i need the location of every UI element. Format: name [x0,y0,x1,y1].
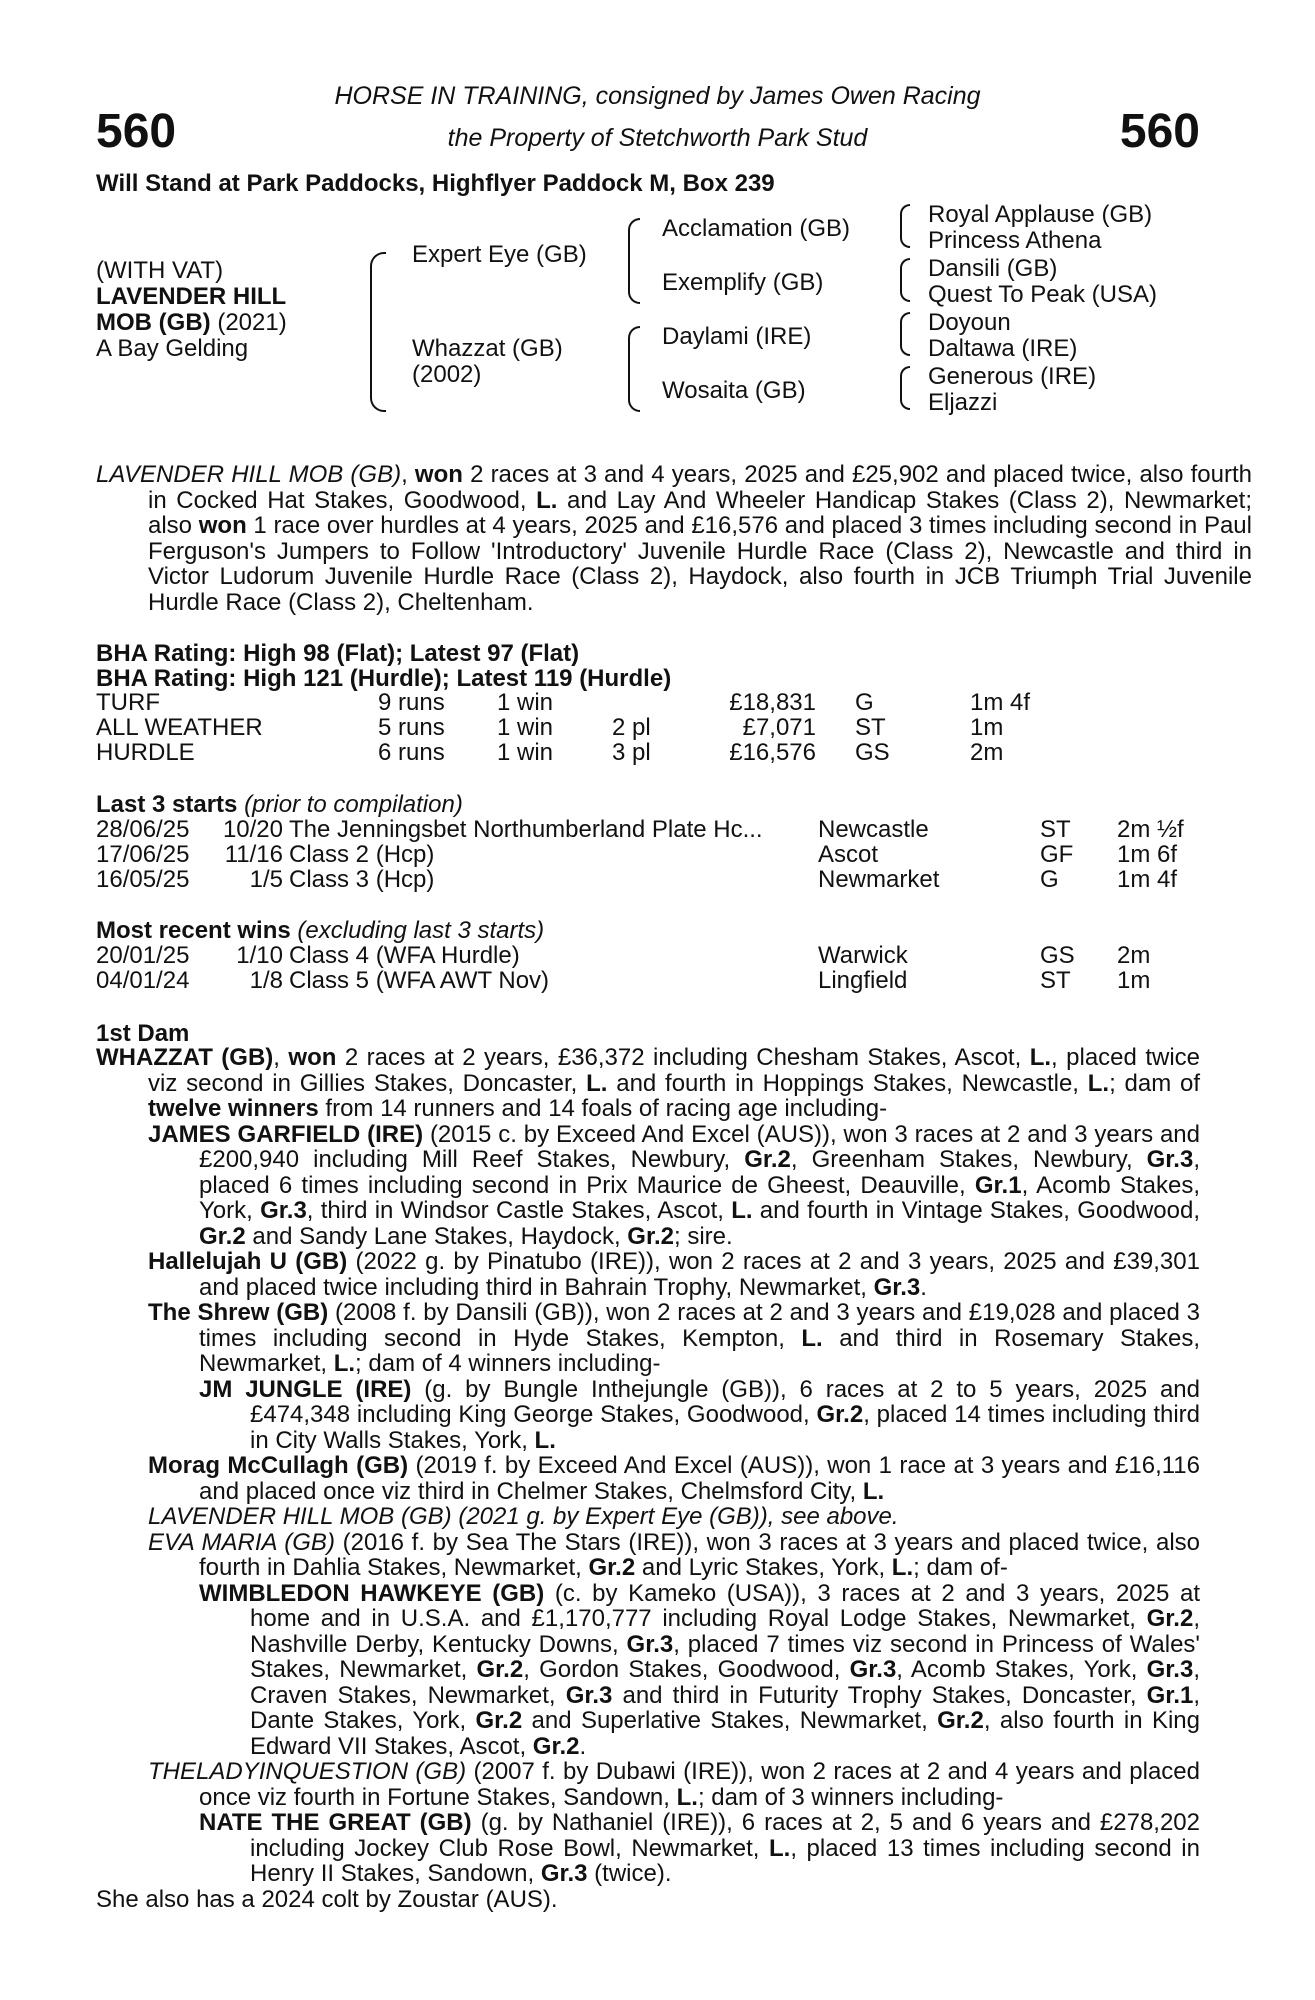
text-run: and Superlative Stakes, Newmarket, [522,1707,938,1734]
pedigree-brace-sire [628,218,640,304]
summary-won-hurdles: won [198,512,247,539]
win-distance: 1m [1117,967,1151,994]
record-prize: £18,831 [729,689,816,716]
text-run: ; sire. [673,1222,733,1250]
horse-name-line1: LAVENDER HILL [96,283,287,310]
win-course: Warwick [818,942,908,969]
text-run: She also has a 2024 colt by Zoustar (AUS). [96,1885,558,1913]
pedigree-sire-dam: Exemplify (GB) [662,269,824,296]
text-run: Gr.2 [532,1732,580,1760]
text-run: ; dam of 3 winners including- [697,1783,1004,1811]
text-run: Gr.3 [626,1630,674,1658]
win-race: Class 5 (WFA AWT Nov) [289,967,550,994]
race-summary: LAVENDER HILL MOB (GB), won 2 races at 3 and 4 years, 2025 and £25,902 and placed twice, also fourth in Cocked Hat Stakes, Goodwood, L. and Lay And Wheeler Handicap Stakes (Class 2), Newmarket; also won 1 race over hurdles at 4 years, 2025 and £16,576 and placed 3 times including second in Paul Ferguson's Jumpers to Follow 'Introductory' Juvenile Hurdle Race (Class 2), Newcastle and third in Victor Ludorum Juvenile Hurdle Race (Class 2), Haydock, also fourth in JCB Triumph Trial Juvenile Hurdle Race (Class 2), Cheltenham. [96,461,1252,616]
text-run: Gr.3 [849,1656,897,1683]
text-run: (g. by Nathaniel (IRE)), 6 races at 2, 5 and 6 years and £278,202 including Jockey Club Rose Bowl, Newmarket, [250,1809,1200,1862]
text-run: (2007 f. by Dubawi (IRE)), won 2 races at 2 and 4 years and placed once viz fourth in Fortune Stakes, Sandown, [199,1758,1200,1811]
text-run: , Greenham Stakes, Newbury, [790,1146,1147,1173]
text-run: Gr.1 [1146,1681,1194,1709]
pedigree-sire: Expert Eye (GB) [412,241,587,268]
recent-wins-title: Most recent wins [96,917,291,944]
text-run: Gr.3 [260,1197,307,1224]
pedigree-brace-g2 [900,258,910,302]
grandproduce-paragraph [96,1810,1200,1887]
text-run: L. [891,1554,914,1581]
start-position: 1/5 [249,866,283,893]
text-run: (2008 f. by Dansili (GB)), won 2 races at 2 and 3 years and £19,028 and placed 3 times including second in Hyde Stakes, Kempton, [199,1299,1200,1352]
vat-note: (WITH VAT) [96,257,224,284]
text-run: , also fourth in King Edward VII Stakes, Ascot, [250,1707,1200,1760]
text-run: L. [862,1477,885,1505]
rating-hurdle: BHA Rating: High 121 (Hurdle); Latest 119 (Hurdle) [96,665,672,692]
text-run: Gr.2 [588,1554,636,1581]
last3-title: Last 3 starts [96,791,238,818]
start-race: Class 2 (Hcp) [289,841,435,868]
text-run: L. [768,1834,791,1862]
record-wins: 1 win [497,714,554,741]
last3-note: (prior to compilation) [244,791,463,818]
text-run: won [288,1044,337,1071]
produce-paragraph [96,1453,1200,1504]
text-run: L. [731,1197,753,1224]
text-run: Gr.3 [873,1273,921,1301]
text-run: Hallelujah U (GB) [148,1248,348,1275]
win-position: 1/10 [236,942,283,969]
grandproduce-paragraph [96,1377,1200,1454]
start-course: Newcastle [818,816,929,843]
text-run: Gr.2 [199,1222,246,1250]
win-date: 20/01/25 [96,942,190,969]
text-run: . [920,1273,927,1301]
record-going: ST [855,714,886,741]
record-runs: 6 runs [378,739,445,766]
closing-note [96,1887,1200,1913]
horse-year: (2021) [217,309,287,336]
summary-text-3: 1 race over hurdles at 4 years, 2025 and £16,576 and placed 3 times including second in Paul Ferguson's Jumpers to Follow 'Introductory' Juvenile Hurdle Race (Class 2), Newcastle and third in Victor Ludorum Juvenile Hurdle Race (Class 2), Haydock, also fourth in JCB Triumph Trial Juvenile Hurdle Race (Class 2), Cheltenham. [148,512,1252,616]
record-places: 3 pl [612,739,651,766]
start-date: 28/06/25 [96,816,190,843]
text-run: JM JUNGLE (IRE) [199,1375,412,1403]
summary-won: won [414,461,463,488]
text-run: (2022 g. by Pinatubo (IRE)), won 2 races at 2 and 3 years, 2025 and £39,301 and placed twice including third in Bahrain Trophy, Newmarket, [199,1248,1200,1301]
text-run: LAVENDER HILL MOB (GB) [148,1503,452,1530]
pedigree-brace-g3 [900,312,910,356]
record-prize: £7,071 [742,714,816,741]
text-run: L. [801,1324,823,1352]
text-run: , placed 6 times including second in Prix Maurice de Gheest, Deauville, [199,1146,1200,1199]
pedigree-brace-dam [628,326,640,412]
text-run: L. [534,1426,556,1454]
produce-paragraph [96,1504,1200,1530]
produce-paragraph [96,1530,1200,1581]
text-run: ; dam of [1109,1069,1200,1097]
start-race: The Jenningsbet Northumberland Plate Hc... [289,816,763,843]
text-run: , Dante Stakes, York, [250,1681,1201,1734]
record-runs: 9 runs [378,689,445,716]
win-distance: 2m [1117,942,1151,969]
produce-paragraph [96,1249,1200,1300]
pedigree-g7: Generous (IRE) [928,363,1097,390]
dam-section [96,1045,1200,1912]
text-run: Gr.3 [1146,1656,1194,1683]
text-run: Gr.2 [1146,1605,1194,1632]
property-line: the Property of Stetchworth Park Stud [447,124,868,152]
pedigree-g3: Dansili (GB) [928,255,1058,282]
start-date: 16/05/25 [96,866,190,893]
text-run: , Acomb Stakes, York, [199,1171,1200,1224]
start-position: 10/20 [222,816,283,843]
record-surface: ALL WEATHER [96,714,263,741]
text-run: , Acomb Stakes, York, [896,1656,1147,1683]
text-run: THELADYINQUESTION (GB) [148,1758,467,1785]
start-going: GF [1040,841,1074,868]
win-date: 04/01/24 [96,967,190,994]
start-distance: 1m 4f [1117,866,1178,893]
text-run: . [579,1732,587,1760]
text-run: , placed 13 times including second in Henry II Stakes, Sandown, [250,1834,1200,1887]
text-run: (g. by Bungle Inthejungle (GB)), 6 races at 2 to 5 years, 2025 and £474,348 including King George Stakes, Goodwood, [250,1375,1200,1428]
win-going: ST [1040,967,1071,994]
consignor-line: HORSE IN TRAINING, consigned by James Owen Racing [334,82,981,110]
text-run: L. [1029,1044,1052,1071]
text-run: WHAZZAT (GB) [96,1044,274,1071]
text-run: ; dam of- [913,1554,1008,1581]
record-wins: 1 win [497,689,554,716]
record-surface: TURF [96,689,160,716]
record-surface: HURDLE [96,739,195,766]
text-run: (2019 f. by Exceed And Excel (AUS)), won 1 race at 3 years and £16,116 and placed once viz third in Chelmer Stakes, Chelmsford City, [199,1452,1201,1505]
pedigree-g4: Quest To Peak (USA) [928,281,1157,308]
produce-paragraph [96,1300,1200,1377]
text-run: , third in Windsor Castle Stakes, Ascot, [306,1197,732,1224]
text-run: (2021 g. by Expert Eye (GB)), see above. [451,1503,899,1530]
start-position: 11/16 [224,841,283,868]
text-run: Gr.2 [816,1401,864,1428]
record-going: G [855,689,874,716]
text-run: (2015 c. by Exceed And Excel (AUS)), won 3 races at 2 and 3 years and £200,940 including Mill Reef Stakes, Newbury, [199,1120,1200,1173]
text-run: and third in Futurity Trophy Stakes, Doncaster, [612,1681,1147,1709]
text-run: and Lyric Stakes, York, [635,1554,892,1581]
dam-section-title: 1st Dam [96,1020,190,1047]
pedigree-g5: Doyoun [928,309,1011,336]
dam-paragraph [96,1045,1200,1122]
win-course: Lingfield [818,967,908,994]
text-run: Gr.3 [540,1860,588,1887]
text-run: , placed 7 times viz second in Princess of Wales' Stakes, Newmarket, [250,1630,1201,1683]
text-run: (c. by Kameko (USA)), 3 races at 2 and 3 years, 2025 at home and in U.S.A. and £1,170,777 including Royal Lodge Stakes, Newmarket, [250,1579,1200,1632]
record-places: 2 pl [612,714,651,741]
stand-location: Will Stand at Park Paddocks, Highflyer Paddock M, Box 239 [96,170,775,197]
text-run: , Nashville Derby, Kentucky Downs, [250,1605,1200,1658]
text-run: L. [676,1783,698,1811]
summary-text-1: 2 races at 3 and 4 years, 2025 and £25,902 and placed twice, also fourth in Cocked Hat Stakes, Goodwood, [148,461,1252,514]
pedigree-brace-g1 [900,204,910,248]
lot-number-left: 560 [96,105,177,158]
last3-heading [96,792,463,818]
text-run: from 14 runners and 14 foals of racing age including- [318,1095,888,1122]
record-prize: £16,576 [729,739,816,766]
text-run: Gr.2 [476,1656,524,1683]
text-run: and fourth in Hoppings Stakes, Newcastle, [607,1069,1088,1097]
recent-wins-heading [96,918,544,944]
text-run: Gr.2 [744,1146,791,1173]
start-distance: 1m 6f [1117,841,1178,868]
pedigree-brace-g4 [900,366,910,410]
horse-description: A Bay Gelding [96,335,249,362]
text-run: Morag McCullagh (GB) [148,1452,409,1479]
pedigree-dam-sire: Daylami (IRE) [662,323,812,350]
summary-listed: L. [536,486,558,514]
text-run: and fourth in Vintage Stakes, Goodwood, [752,1197,1200,1224]
record-distance: 2m [970,739,1004,766]
text-run: EVA MARIA (GB) [148,1528,335,1556]
start-course: Newmarket [818,866,940,893]
text-run: twelve winners [148,1095,319,1122]
text-run: Gr.3 [1146,1146,1194,1173]
text-run: , placed 14 times including third in City Walls Stakes, York, [250,1401,1200,1454]
start-going: G [1040,866,1059,893]
grandproduce-paragraph [96,1581,1200,1760]
text-run: Gr.3 [565,1681,613,1709]
text-run: (2016 f. by Sea The Stars (IRE)), won 3 races at 3 years and placed twice, also fourth in Dahlia Stakes, Newmarket, [199,1528,1201,1581]
start-course: Ascot [818,841,879,868]
pedigree-g8: Eljazzi [928,389,998,416]
record-distance: 1m [970,714,1004,741]
produce-paragraph [96,1122,1200,1250]
pedigree-dam-year: (2002) [412,361,482,388]
win-race: Class 4 (WFA Hurdle) [289,942,520,969]
text-run: and third in Rosemary Stakes, Newmarket, [199,1324,1200,1377]
text-run: 2 races at 2 years, £36,372 including Chesham Stakes, Ascot, [336,1044,1030,1071]
summary-horse-name: LAVENDER HILL MOB (GB) [96,461,402,488]
recent-wins-note: (excluding last 3 starts) [297,917,545,944]
pedigree-dam-dam: Wosaita (GB) [662,377,806,404]
pedigree-sire-sire: Acclamation (GB) [662,215,851,242]
start-distance: 2m ½f [1117,816,1184,843]
text-run: JAMES GARFIELD (IRE) [148,1120,424,1148]
text-run: NATE THE GREAT (GB) [199,1809,472,1836]
text-run: (twice). [587,1860,672,1887]
record-distance: 1m 4f [970,689,1031,716]
start-race: Class 3 (Hcp) [289,866,435,893]
win-position: 1/8 [249,967,283,994]
record-wins: 1 win [497,739,554,766]
pedigree-dam: Whazzat (GB) [412,335,563,362]
pedigree-g6: Daltawa (IRE) [928,335,1078,362]
text-run: L. [586,1069,608,1097]
pedigree-g2: Princess Athena [928,227,1102,254]
pedigree-g1: Royal Applause (GB) [928,201,1153,228]
record-going: GS [855,739,890,766]
text-run: L. [333,1350,356,1377]
text-run: Gr.1 [974,1171,1022,1199]
text-run: The Shrew (GB) [148,1299,329,1326]
text-run: , placed twice viz second in Gillies Stakes, Doncaster, [148,1044,1200,1097]
text-run: , Craven Stakes, Newmarket, [250,1656,1200,1709]
record-runs: 5 runs [378,714,445,741]
text-run: ; dam of 4 winners including- [355,1350,661,1377]
horse-name-line2: MOB (GB) [96,309,211,336]
text-run: L. [1087,1069,1110,1097]
text-run: , [273,1044,289,1071]
lot-number-right: 560 [1119,105,1200,158]
pedigree-brace-main [370,252,386,412]
summary-text-2: and Lay And Wheeler Handicap Stakes (Class 2), Newmarket; also [148,486,1252,539]
horse-name-line2-wrap [96,310,287,336]
win-going: GS [1040,942,1075,969]
text-run: Gr.2 [627,1222,674,1250]
text-run: , Gordon Stakes, Goodwood, [523,1656,850,1683]
start-date: 17/06/25 [96,841,190,868]
start-going: ST [1040,816,1071,843]
text-run: and Sandy Lane Stakes, Haydock, [245,1222,628,1250]
produce-paragraph [96,1759,1200,1810]
rating-flat: BHA Rating: High 98 (Flat); Latest 97 (Flat) [96,640,580,667]
text-run: Gr.2 [475,1707,523,1734]
text-run: Gr.2 [937,1707,984,1734]
text-run: WIMBLEDON HAWKEYE (GB) [199,1579,545,1607]
